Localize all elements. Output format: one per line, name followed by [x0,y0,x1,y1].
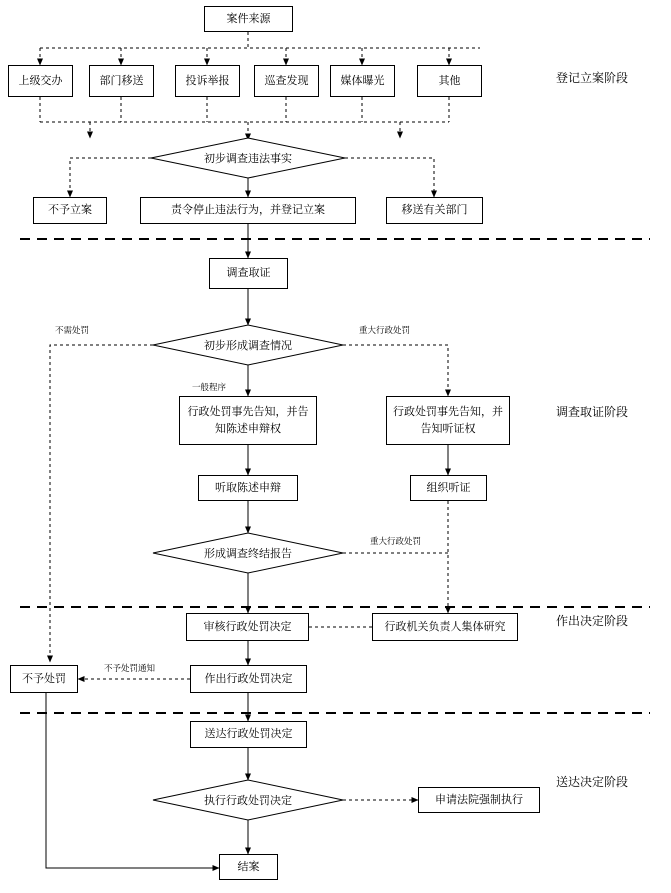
node-notify-general: 行政处罚事先告知，并告知陈述申辩权 [179,396,317,445]
node-case-source: 案件来源 [204,6,293,32]
node-final-report-label: 形成调查终结报告 [204,547,292,560]
node-source-superior: 上级交办 [8,65,73,97]
node-source-department: 部门移送 [89,65,154,97]
node-transfer-department: 移送有关部门 [386,197,483,224]
node-source-other: 其他 [417,65,482,97]
edge-label-general-procedure: 一般程序 [192,383,227,393]
edge-label-no-penalty-needed: 不需处罚 [55,326,90,336]
stage-label-registration: 登记立案阶段 [556,71,629,85]
edge-label-major-penalty-top: 重大行政处罚 [359,326,411,336]
node-close-case: 结案 [219,854,278,880]
node-final-report [153,533,343,573]
node-source-patrol: 巡查发现 [254,65,319,97]
node-review-decision: 审核行政处罚决定 [186,613,309,641]
node-execute-decision-label: 执行行政处罚决定 [204,794,292,807]
node-deliver-decision: 送达行政处罚决定 [190,721,307,748]
node-preliminary-check-label: 初步调查违法事实 [204,152,292,165]
stage-label-decision: 作出决定阶段 [556,614,629,628]
node-investigate-evidence: 调查取证 [209,258,288,289]
node-no-penalty: 不予处罚 [10,665,78,693]
node-collective-study: 行政机关负责人集体研究 [372,613,518,641]
edge-label-major-penalty-bottom: 重大行政处罚 [370,537,422,547]
node-make-decision: 作出行政处罚决定 [190,665,307,693]
stage-label-delivery: 送达决定阶段 [556,775,629,789]
node-execute-decision [153,780,343,820]
node-court-enforcement: 申请法院强制执行 [418,787,540,813]
node-source-media: 媒体曝光 [330,65,395,97]
node-source-complaint: 投诉举报 [175,65,240,97]
node-order-stop-and-register: 责令停止违法行为，并登记立案 [140,197,356,224]
node-organize-hearing: 组织听证 [410,475,487,501]
edge-label-no-penalty-notice: 不予处罚通知 [104,664,156,674]
node-hear-statement: 听取陈述申辩 [198,475,298,501]
node-form-situation-label: 初步形成调查情况 [204,339,292,352]
node-notify-major: 行政处罚事先告知，并告知听证权 [386,396,510,445]
node-no-case: 不予立案 [33,197,107,224]
node-preliminary-check [151,138,345,178]
node-form-situation [153,325,343,365]
stage-label-investigation: 调查取证阶段 [556,405,629,419]
